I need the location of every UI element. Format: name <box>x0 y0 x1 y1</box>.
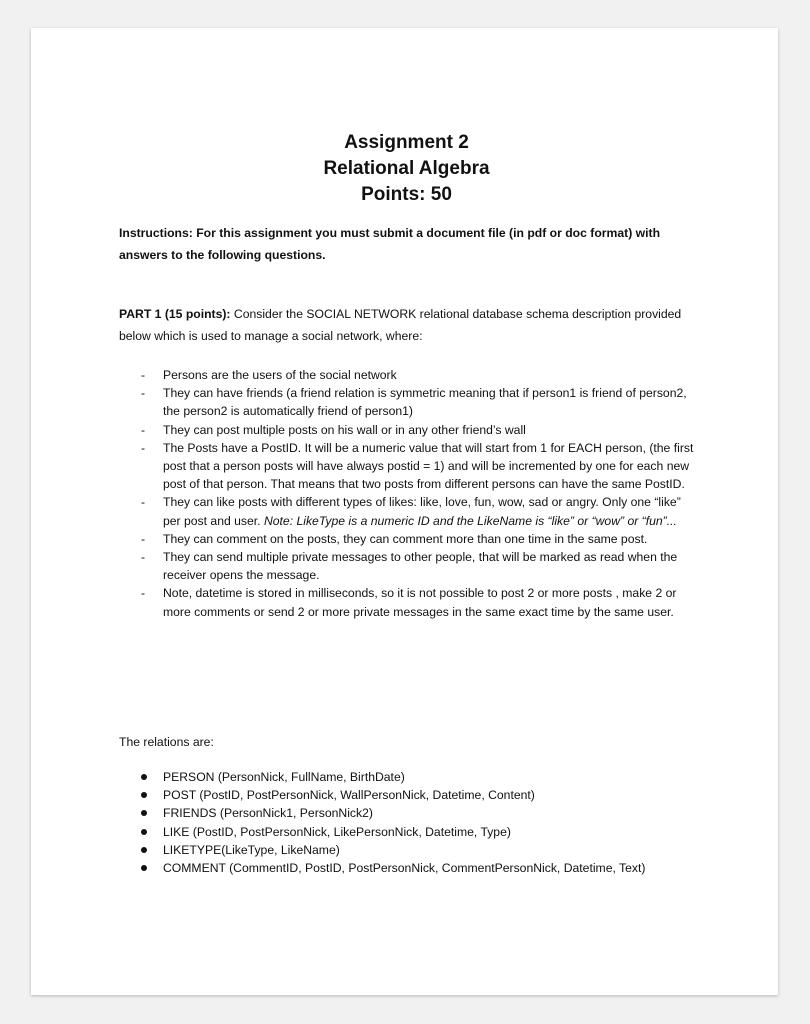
assignment-title: Assignment 2 <box>344 132 469 153</box>
list-item <box>119 768 694 786</box>
list-item <box>119 548 694 584</box>
list-item <box>119 384 694 420</box>
rule-text: They can comment on the posts, they can comment more than one time in the same post. <box>163 531 648 546</box>
part1-text: Consider the SOCIAL NETWORK relational database schema description provided below which is used to manage a social network, where: <box>119 307 682 343</box>
rule-text: Note, datetime is stored in milliseconds, so it is not possible to post 2 or more posts , make 2 or more comments or send 2 or more private messages in the same exact time by the same user. <box>163 586 677 619</box>
dash-marker: - <box>141 586 146 601</box>
rule-text: They can send multiple private messages to other people, that will be marked as read when the receiver opens the message. <box>163 550 678 583</box>
rule-text: The Posts have a PostID. It will be a numeric value that will start from 1 for EACH person, (the first post that a person posts will have always postid = 1) and will be incremented by one for each new post of that person. That means that two posts from different persons can have the same PostID. <box>163 440 694 492</box>
relations-list <box>119 768 694 877</box>
list-item <box>119 493 694 529</box>
list-item <box>119 421 694 439</box>
relation-text: LIKETYPE(LikeType, LikeName) <box>163 842 340 857</box>
relations-heading: The relations are: <box>119 735 214 749</box>
list-item <box>119 530 694 548</box>
rule-text: They can like posts with different types of likes: like, love, fun, wow, sad or angry. Only one “like” per post and user. <box>163 495 681 528</box>
dash-marker: - <box>141 368 146 382</box>
assignment-subtitle: Relational Algebra <box>323 158 490 179</box>
dash-marker: - <box>141 531 146 546</box>
dash-marker: - <box>141 422 146 437</box>
rules-list <box>119 366 694 621</box>
rule-text: They can have friends (a friend relation is symmetric meaning that if person1 is friend of person2, the person2 is automatically friend of person1) <box>163 386 687 419</box>
dash-marker: - <box>141 495 146 510</box>
bullet-icon <box>141 774 147 780</box>
part1-paragraph <box>119 303 699 347</box>
list-item <box>119 859 694 877</box>
list-item <box>119 584 694 620</box>
bullet-icon <box>141 829 147 835</box>
relation-text: FRIENDS (PersonNick1, PersonNick2) <box>163 806 373 821</box>
list-item <box>119 439 694 494</box>
part1-lead: PART 1 (15 points): <box>119 307 231 321</box>
relation-text: POST (PostID, PostPersonNick, WallPersonNick, Datetime, Content) <box>163 788 535 803</box>
relation-text: LIKE (PostID, PostPersonNick, LikePersonNick, Datetime, Type) <box>163 824 511 839</box>
bullet-icon <box>141 792 147 798</box>
list-item <box>119 804 694 822</box>
dash-marker: - <box>141 386 146 401</box>
list-item <box>119 841 694 859</box>
document-page <box>31 28 778 995</box>
rule-note: Note: LikeType is a numeric ID and the LikeName is “like” or “wow” or “fun”... <box>263 513 677 528</box>
bullet-icon <box>141 847 147 853</box>
bullet-icon <box>141 810 147 816</box>
assignment-points: Points: 50 <box>361 184 452 205</box>
relation-text: COMMENT (CommentID, PostID, PostPersonNick, CommentPersonNick, Datetime, Text) <box>163 861 646 876</box>
rule-text: They can post multiple posts on his wall or in any other friend’s wall <box>163 422 526 437</box>
list-item <box>119 786 694 804</box>
instructions-paragraph: Instructions: For this assignment you must submit a document file (in pdf or doc format) with answers to the following questions. <box>119 226 661 262</box>
rule-text: Persons are the users of the social network <box>163 368 397 382</box>
list-item <box>119 366 694 384</box>
list-item <box>119 823 694 841</box>
dash-marker: - <box>141 440 146 455</box>
bullet-icon <box>141 865 147 871</box>
dash-marker: - <box>141 550 146 565</box>
relation-text: PERSON (PersonNick, FullName, BirthDate) <box>163 770 405 784</box>
